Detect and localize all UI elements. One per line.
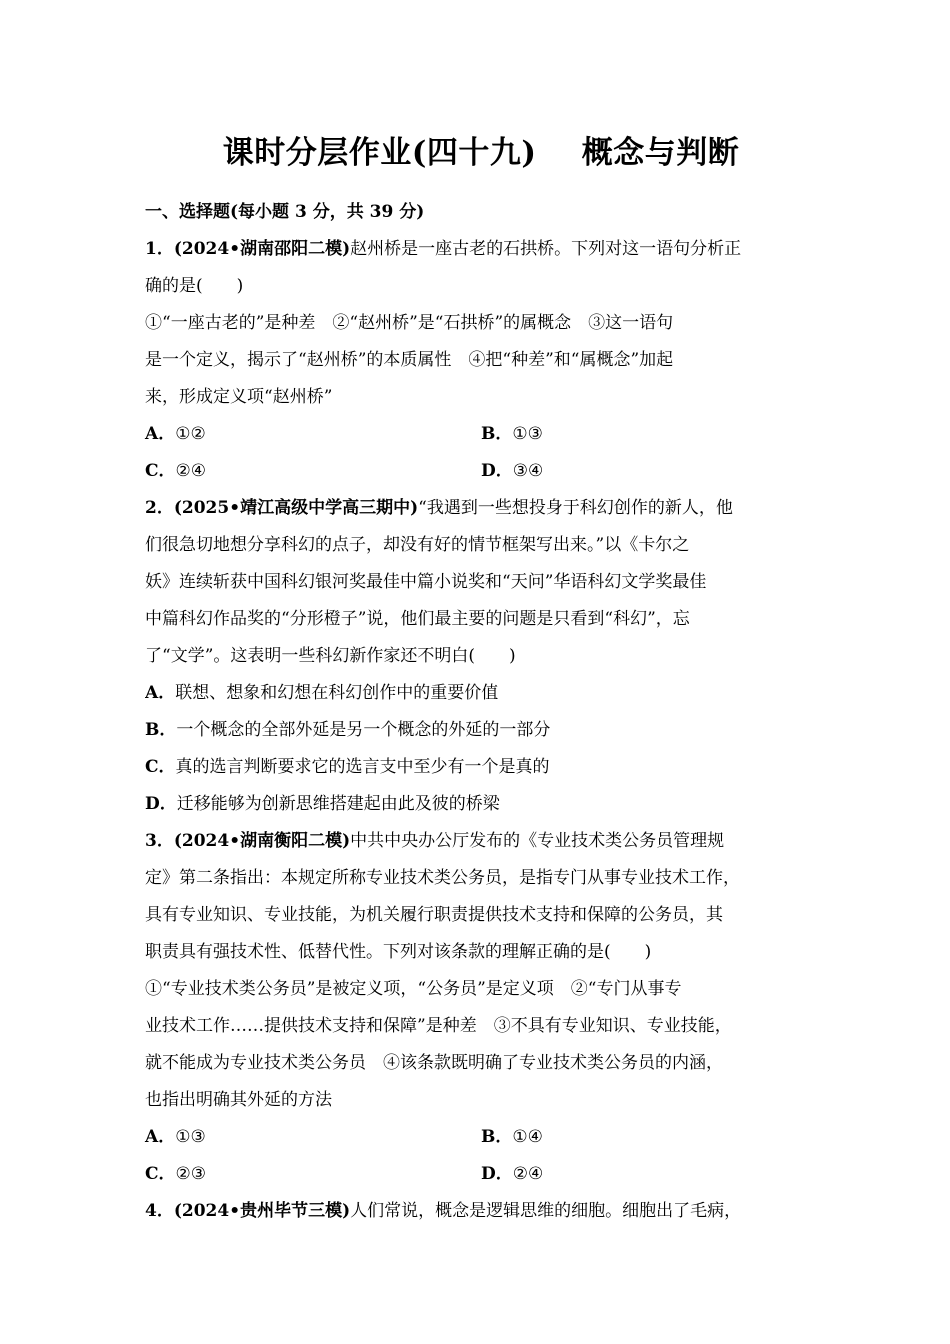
question-text: 赵州桥是一座古老的石拱桥。下列对这一语句分析正 [350, 239, 742, 259]
option-a: A．①③ [145, 1127, 206, 1147]
question-text: ①“一座古老的”是种差 ②“赵州桥”是“石拱桥”的属概念 ③这一语句 [145, 313, 674, 333]
question-text: 人们常说，概念是逻辑思维的细胞。细胞出了毛病， [350, 1201, 742, 1221]
question-text: “我遇到一些想投身于科幻创作的新人，他 [418, 498, 733, 518]
question-source: (2024•湖南衡阳二模) [173, 831, 351, 851]
question-number: 1． [145, 239, 174, 259]
question-text: 就不能成为专业技术类公务员 ④该条款既明确了专业技术类公务员的内涵， [145, 1053, 723, 1073]
question-source: (2025•靖江高级中学高三期中) [173, 498, 419, 518]
question-text: 中篇科幻作品奖的“分形橙子”说，他们最主要的问题是只看到“科幻”，忘 [145, 609, 690, 629]
question-number: 2． [145, 498, 174, 518]
question-text: 妖》连续斩获中国科幻银河奖最佳中篇小说奖和“天问”华语科幻文学奖最佳 [145, 572, 707, 592]
question-text: 是一个定义，揭示了“赵州桥”的本质属性 ④把“种差”和“属概念”加起 [145, 350, 674, 370]
question-source: (2024•贵州毕节三模) [173, 1201, 351, 1221]
question-text: 具有专业知识、专业技能，为机关履行职责提供技术支持和保障的公务员，其 [145, 905, 723, 925]
question-text: 也指出明确其外延的方法 [145, 1090, 332, 1110]
option-c: C．②④ [145, 461, 207, 481]
option-d: D．③④ [481, 461, 544, 481]
question-text: 了“文学”。这表明一些科幻新作家还不明白( ) [145, 646, 516, 666]
option-d: D．②④ [481, 1164, 544, 1184]
question-text: 确的是( ) [145, 276, 244, 296]
option-b: B．一个概念的全部外延是另一个概念的外延的一部分 [145, 720, 551, 740]
page-title: 课时分层作业(四十九) 概念与判断 [222, 135, 740, 171]
question-text: 定》第二条指出：本规定所称专业技术类公务员，是指专门从事专业技术工作， [145, 868, 740, 888]
section-heading: 一、选择题(每小题 3 分，共 39 分) [145, 202, 425, 222]
question-4 [145, 1193, 817, 1230]
question-text: 业技术工作……提供技术支持和保障”是种差 ③不具有专业知识、专业技能， [145, 1016, 732, 1036]
option-b: B．①③ [481, 424, 543, 444]
option-b: B．①④ [481, 1127, 543, 1147]
question-text: 职责具有强技术性、低替代性。下列对该条款的理解正确的是( ) [145, 942, 652, 962]
question-text: ①“专业技术类公务员”是被定义项，“公务员”是定义项 ②“专门从事专 [145, 979, 682, 999]
option-a: A．①② [145, 424, 206, 444]
option-c: C．②③ [145, 1164, 207, 1184]
question-1 [145, 231, 817, 490]
option-d: D．迁移能够为创新思维搭建起由此及彼的桥梁 [145, 794, 500, 814]
question-number: 4． [145, 1201, 174, 1221]
document-page [145, 128, 817, 1230]
question-source: (2024•湖南邵阳二模) [173, 239, 351, 259]
question-text: 来，形成定义项“赵州桥” [145, 387, 333, 407]
option-c: C．真的选言判断要求它的选言支中至少有一个是真的 [145, 757, 550, 777]
option-a: A．联想、想象和幻想在科幻创作中的重要价值 [145, 683, 499, 703]
question-2 [145, 490, 817, 823]
question-number: 3． [145, 831, 174, 851]
question-text: 中共中央办公厅发布的《专业技术类公务员管理规 [350, 831, 725, 851]
question-text: 们很急切地想分享科幻的点子，却没有好的情节框架写出来。”以《卡尔之 [145, 535, 690, 555]
question-3 [145, 823, 817, 1193]
